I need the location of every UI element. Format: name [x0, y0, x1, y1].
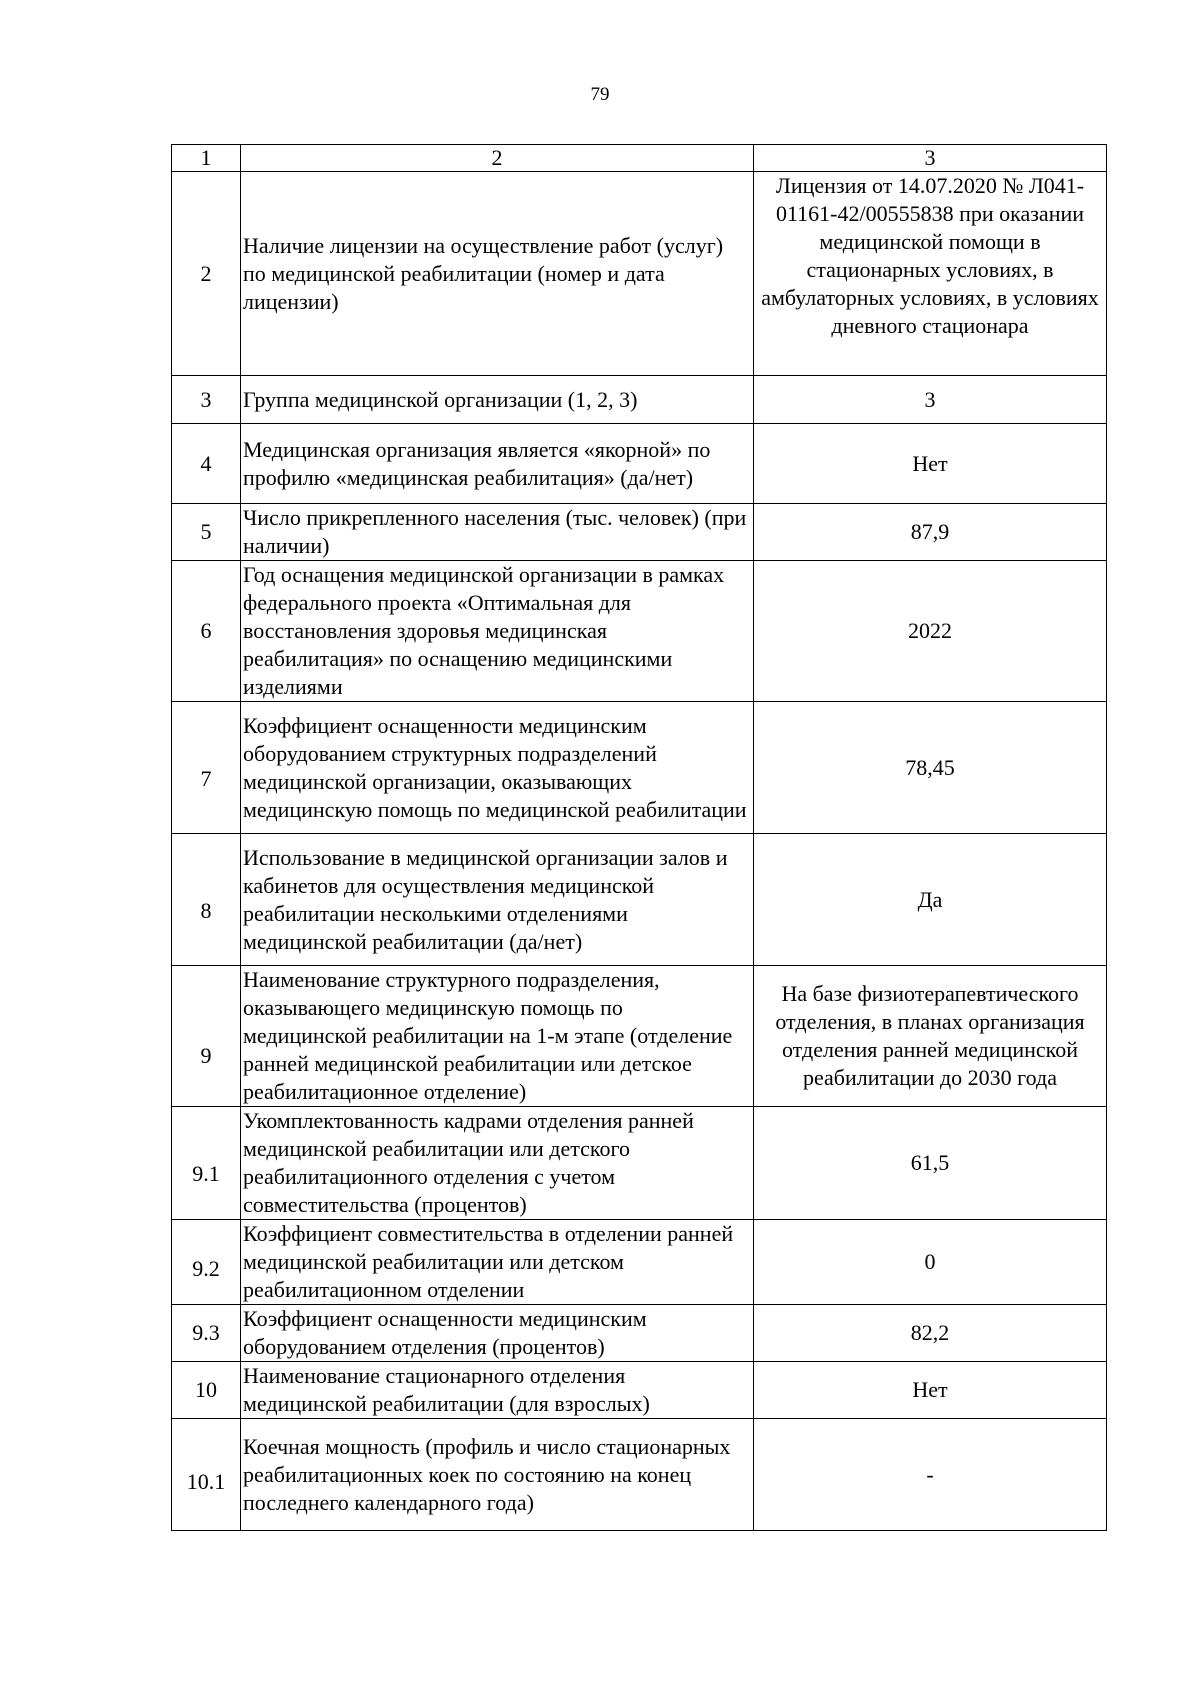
- header-cell: 1: [172, 145, 241, 172]
- row-number: 9: [172, 966, 241, 1107]
- row-value: Да: [754, 834, 1107, 966]
- row-value: 2022: [754, 561, 1107, 702]
- data-table: [171, 144, 1107, 1531]
- row-number: 2: [172, 172, 241, 376]
- row-description: Число прикрепленного населения (тыс. человек) (при наличии): [241, 504, 754, 561]
- row-number: 9.1: [172, 1107, 241, 1220]
- row-number: 9.3: [172, 1305, 241, 1362]
- row-number: 9.2: [172, 1220, 241, 1305]
- row-description: Наличие лицензии на осуществление работ (услуг) по медицинской реабилитации (номер и дата лицензии): [241, 172, 754, 376]
- row-number: 3: [172, 376, 241, 424]
- table-row: [172, 834, 1107, 966]
- row-number: 5: [172, 504, 241, 561]
- table-row: [172, 966, 1107, 1107]
- row-value: На базе физиотерапевтического отделения, в планах организация отделения ранней медицинской реабилитации до 2030 года: [754, 966, 1107, 1107]
- table-row: [172, 504, 1107, 561]
- row-description: Медицинская организация является «якорной» по профилю «медицинская реабилитация» (да/нет): [241, 424, 754, 504]
- row-description: Наименование структурного подразделения, оказывающего медицинскую помощь по медицинской реабилитации на 1-м этапе (отделение ранней медицинской реабилитации или детское реабилитационное отделение): [241, 966, 754, 1107]
- row-value: Нет: [754, 1362, 1107, 1419]
- row-description: Коэффициент оснащенности медицинским оборудованием отделения (процентов): [241, 1305, 754, 1362]
- table-row: [172, 1362, 1107, 1419]
- row-description: Использование в медицинской организации залов и кабинетов для осуществления медицинской реабилитации несколькими отделениями медицинской реабилитации (да/нет): [241, 834, 754, 966]
- header-cell: 2: [241, 145, 754, 172]
- table-row: [172, 561, 1107, 702]
- row-value: 0: [754, 1220, 1107, 1305]
- row-value: 78,45: [754, 702, 1107, 834]
- row-value: Нет: [754, 424, 1107, 504]
- row-value: 82,2: [754, 1305, 1107, 1362]
- row-number: 6: [172, 561, 241, 702]
- row-description: Группа медицинской организации (1, 2, 3): [241, 376, 754, 424]
- table-row: [172, 172, 1107, 376]
- table-row: [172, 1220, 1107, 1305]
- row-description: Коэффициент оснащенности медицинским оборудованием структурных подразделений медицинской организации, оказывающих медицинскую помощь по медицинской реабилитации: [241, 702, 754, 834]
- row-number: 4: [172, 424, 241, 504]
- row-value: 61,5: [754, 1107, 1107, 1220]
- table-row: [172, 702, 1107, 834]
- row-description: Коечная мощность (профиль и число стационарных реабилитационных коек по состоянию на конец последнего календарного года): [241, 1419, 754, 1531]
- header-cell: 3: [754, 145, 1107, 172]
- row-description: Коэффициент совместительства в отделении ранней медицинской реабилитации или детском реабилитационном отделении: [241, 1220, 754, 1305]
- row-number: 8: [172, 834, 241, 966]
- row-value: 3: [754, 376, 1107, 424]
- table-row: [172, 1419, 1107, 1531]
- row-number: 7: [172, 702, 241, 834]
- table-row: [172, 1107, 1107, 1220]
- row-value: 87,9: [754, 504, 1107, 561]
- table-row: [172, 424, 1107, 504]
- table-header-row: [172, 145, 1107, 172]
- row-description: Укомплектованность кадрами отделения ранней медицинской реабилитации или детского реабилитационного отделения с учетом совместительства (процентов): [241, 1107, 754, 1220]
- row-description: Наименование стационарного отделения медицинской реабилитации (для взрослых): [241, 1362, 754, 1419]
- table-row: [172, 376, 1107, 424]
- row-number: 10: [172, 1362, 241, 1419]
- page-number: 79: [590, 84, 610, 105]
- row-value: -: [754, 1419, 1107, 1531]
- row-value: Лицензия от 14.07.2020 № Л041-01161-42/00555838 при оказании медицинской помощи в стационарных условиях, в амбулаторных условиях, в условиях дневного стационара: [754, 172, 1107, 376]
- row-description: Год оснащения медицинской организации в рамках федерального проекта «Оптимальная для восстановления здоровья медицинская реабилитация» по оснащению медицинскими изделиями: [241, 561, 754, 702]
- table-row: [172, 1305, 1107, 1362]
- row-number: 10.1: [172, 1419, 241, 1531]
